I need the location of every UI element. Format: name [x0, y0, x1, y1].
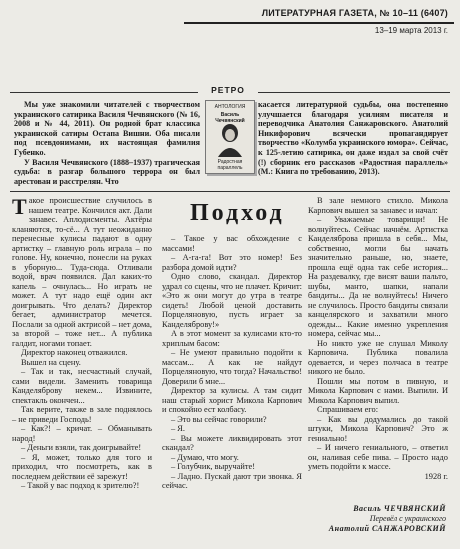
translator-name: Анатолий САНЖАРОВСКИЙ [328, 524, 446, 533]
story-paragraph: – Я, может, только для того и приходил, что посмотреть, как в последнем действии её зарежут! [12, 452, 152, 481]
issue-date: 13–19 марта 2013 г. [374, 26, 448, 35]
story-paragraph: – Я. [171, 424, 185, 433]
story-paragraph: Директор за кулисы. А там сидит наш старый хорист Микола Карпович и спокойно ест колбасу. [162, 386, 302, 414]
story-paragraph: – Так и так, несчастный случай, сами видели. Заменить товарища Канделяброву некем... Извините, спектакль окончен... [12, 367, 152, 405]
intro-paragraph: Мы уже знакомили читателей с творчеством украинского сатирика Василя Чечвянского (№ 16, 2008 и № 44, 2011). Он родной брат классика украинской сатиры Остапа Вишни. Оба писали под псевдонимами, их настоящая фамилия Губенко. [14, 100, 200, 157]
story-paragraph: акое происшествие случилось в нашем театре. Кончился акт. Дали занавес. Аплодисменты. Актёры кланяются, то-сё... А тут неожиданно перенесные кулисы падают в одну артистку – главную роль играла – по голове. Ну, конечно, понесли на руках в уборную... Туда-сюда. Отливали водой, врач появился. Дал каких-то капель – очнулась... Но играть не может. А тут надо ещё один акт доигрывать. Что делать? Директор бегает, администратор мечется. Послали за одной актрисой – нет дома, за второй – тоже нет... А публика галдит, ногами топает. [12, 196, 152, 348]
story-paragraph: – А-га-га! Вот это номер! Без разбора домой идти? [162, 253, 302, 272]
story-paragraph: – Думаю, что могу. [171, 452, 239, 462]
story-paragraph: Так верите, также в зале поднялось – не приведи Господь! [12, 405, 152, 424]
story-paragraph: – Это вы сейчас говорили? [171, 414, 267, 424]
story-paragraph: – Голубчик, выручайте! [171, 462, 256, 471]
header-rule [184, 22, 454, 24]
story-year: 1928 г. [424, 471, 448, 481]
book-author: Василь Чечвянский [215, 112, 245, 124]
book-title: Радостная параллель [217, 159, 243, 171]
story-paragraph: – Как?! – кричат. – Обманывать народ! [12, 424, 152, 443]
intro-right [258, 100, 448, 177]
story-paragraph: Но никто уже не слушал Миколу Карповича. Публика повалила одевается, и через полчаса в театре никого не было. [308, 338, 448, 376]
column-3 [308, 196, 448, 481]
section-label: РЕТРО [198, 85, 258, 98]
book-cover-image [205, 100, 255, 174]
story-paragraph: – Деньги взяли, так доигрывайте! [21, 443, 142, 452]
author-signature: Василь ЧЕЧВЯНСКИЙ [353, 504, 446, 513]
intro-paragraph: У Василя Чечвянского (1888–1937) трагическая судьба: в разгар большого террора он был арестован и расстрелян. Что [14, 157, 200, 186]
story-title: Подход [190, 200, 285, 226]
story-paragraph: – Ладно. Пускай дают три звонка. Я сейчас. [162, 471, 302, 490]
story-paragraph: Вышел на сцену. [21, 357, 81, 367]
story-paragraph: – Уважаемые товарищи! Не волнуйтесь. Сейчас начнём. Артистка Канделяброва пришла в себя... Мы, собственно, могли бы начать значительно раньше, но, знаете, прошла ещё одна так себе история... На раздевалку, где висят ваши пальто, шубы, манто, шапки, напали бандиты... Да не волнуйтесь! Ничего не случилось. Просто бандиты связали канцелярского и захватили много одежды... Какие именно укрепления номера, сейчас мы... [308, 215, 448, 338]
story-paragraph: Директор наконец отважился. [21, 348, 128, 357]
portrait-icon [214, 121, 246, 157]
page-header [184, 8, 454, 38]
story-paragraph: – Не умеют правильно подойти к массам... А как не найдут Порцеляновую, что тогда? Начальство! Доверили б мне... [162, 348, 302, 386]
story-paragraph: В зале немного стихло. Микола Карпович вышел за занавес и начал: [308, 196, 448, 215]
intro-paragraph: касается литературной судьбы, она постепенно улучшается благодаря усилиям писателя и переводчика Анатолия Санжаровского. Анатолий Никифорович всячески пропагандирует творчество «Колумба украинского юмора». Сейчас, к 125-летию сатирика, он даже издал за свой счёт (!) сборник его рассказов «Радостная параллель» (М.: Книга по требованию, 2013). [258, 100, 448, 177]
story-paragraph: Одно слово, скандал. Директор удрал со сцены, что не плачет. Кричит: «Это ж они могут до утра в театре сидеть! Любой ценой доставить Порцеляновую, пусть играет за Канделяброву!» [162, 272, 302, 329]
story-paragraph: – Такое у вас обхождение с массами! [162, 234, 302, 253]
intro-left [14, 100, 200, 186]
story-paragraph: – Такой у вас подход к зрителю?! [21, 481, 140, 490]
story-paragraph: – Как вы додумались до такой штуки, Микола Карпович? Это ж гениально! [308, 414, 448, 443]
story-paragraph: – Вы можете ликвидировать этот скандал? [162, 433, 302, 452]
newspaper-title: ЛИТЕРАТУРНАЯ ГАЗЕТА, № 10–11 (6407) [261, 8, 448, 18]
story-paragraph: Спрашиваем его: [317, 405, 379, 414]
story-paragraph: – И ничего гениального, – ответил он, наливая себе пива. – Просто надо уметь подойти к массе. [308, 443, 448, 471]
story-paragraph: Пошли мы потом в пивную, и Микола Карпович с нами. Выпили. И Микола Карпович выпил. [308, 376, 448, 405]
drop-cap: Т [12, 194, 27, 219]
signature-block [306, 504, 446, 534]
translator-credit: Перевёл с украинского [369, 514, 446, 523]
book-publisher: АНТОЛОГИЯ [214, 104, 246, 110]
column-1 [12, 196, 152, 491]
story-paragraph: А в этот момент за кулисами кто-то хриплым басом: [162, 329, 302, 348]
column-2 [162, 234, 302, 491]
